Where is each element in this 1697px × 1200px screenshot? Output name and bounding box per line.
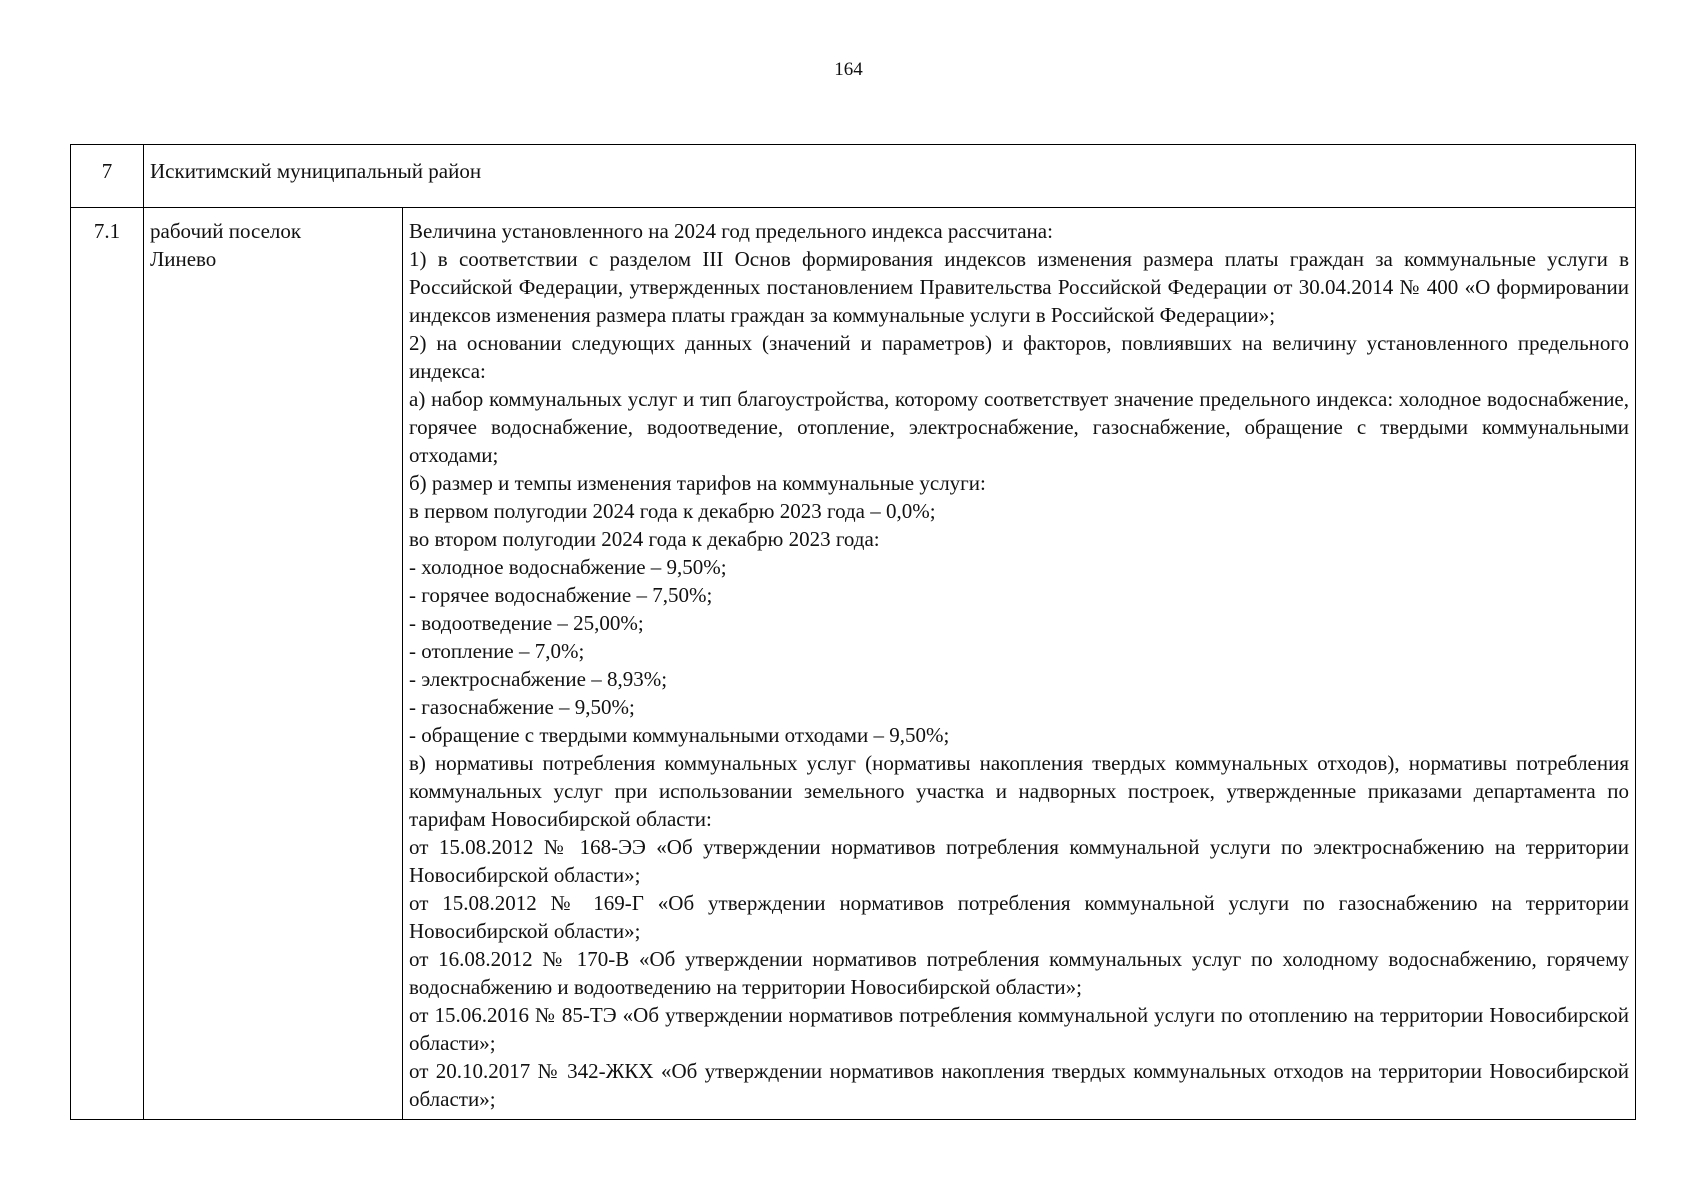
paragraph: 1) в соответствии с разделом III Основ формирования индексов изменения размера платы граждан за коммунальные услуги в Российской Федерации, утвержденных постановлением Правительства Российской Федерации от 30.04.2014 № 400 «О формировании индексов изменения размера платы граждан за коммунальные услуги в Российской Федерации»; (409, 247, 1629, 327)
paragraph: - водоотведение – 25,00%; (409, 611, 644, 635)
section-number: 7 (71, 145, 144, 208)
paragraph: во втором полугодии 2024 года к декабрю 2023 года: (409, 527, 880, 551)
document-table (70, 144, 1636, 1120)
paragraph-list (409, 217, 1629, 1113)
paragraph: от 15.08.2012 № 168-ЭЭ «Об утверждении нормативов потребления коммунальной услуги по электроснабжению на территории Новосибирской области»; (409, 835, 1629, 887)
paragraph: от 16.08.2012 № 170-В «Об утверждении нормативов потребления коммунальных услуг по холодному водоснабжению, горячему водоснабжению и водоотведению на территории Новосибирской области»; (409, 947, 1629, 999)
settlement-name-line: Линево (150, 247, 217, 271)
settlement-name-line: рабочий поселок (150, 219, 302, 243)
table-row-section (71, 145, 1636, 208)
index-description (403, 208, 1636, 1120)
paragraph: - холодное водоснабжение – 9,50%; (409, 555, 727, 579)
paragraph: - отопление – 7,0%; (409, 639, 585, 663)
table-row-subsection (71, 208, 1636, 1120)
paragraph: б) размер и темпы изменения тарифов на коммунальные услуги: (409, 471, 986, 495)
paragraph: от 15.08.2012 № 169-Г «Об утверждении нормативов потребления коммунальной услуги по газоснабжению на территории Новосибирской области»; (409, 891, 1629, 943)
paragraph: - электроснабжение – 8,93%; (409, 667, 668, 691)
paragraph: - горячее водоснабжение – 7,50%; (409, 583, 713, 607)
settlement-name (144, 208, 403, 1120)
paragraph: в первом полугодии 2024 года к декабрю 2023 года – 0,0%; (409, 499, 936, 523)
page-number: 164 (834, 59, 863, 80)
paragraph: от 20.10.2017 № 342-ЖКХ «Об утверждении нормативов накопления твердых коммунальных отходов на территории Новосибирской области»; (409, 1059, 1629, 1111)
district-name: Искитимский муниципальный район (144, 145, 1636, 208)
paragraph: Величина установленного на 2024 год предельного индекса рассчитана: (409, 219, 1053, 243)
paragraph: 2) на основании следующих данных (значений и параметров) и факторов, повлиявших на величину установленного предельного индекса: (409, 331, 1629, 383)
subsection-number: 7.1 (71, 208, 144, 1120)
paragraph: в) нормативы потребления коммунальных услуг (нормативы накопления твердых коммунальных отходов), нормативы потребления коммунальных услуг при использовании земельного участка и надворных построек, утвержденные приказами департамента по тарифам Новосибирской области: (409, 751, 1629, 831)
paragraph: - обращение с твердыми коммунальными отходами – 9,50%; (409, 723, 950, 747)
paragraph: - газоснабжение – 9,50%; (409, 695, 635, 719)
paragraph: от 15.06.2016 № 85-ТЭ «Об утверждении нормативов потребления коммунальной услуги по отоплению на территории Новосибирской области»; (409, 1003, 1629, 1055)
paragraph: а) набор коммунальных услуг и тип благоустройства, которому соответствует значение предельного индекса: холодное водоснабжение, горячее водоснабжение, водоотведение, отопление, электроснабжение, газоснабжение, обращение с твердыми коммунальными отходами; (409, 387, 1629, 467)
